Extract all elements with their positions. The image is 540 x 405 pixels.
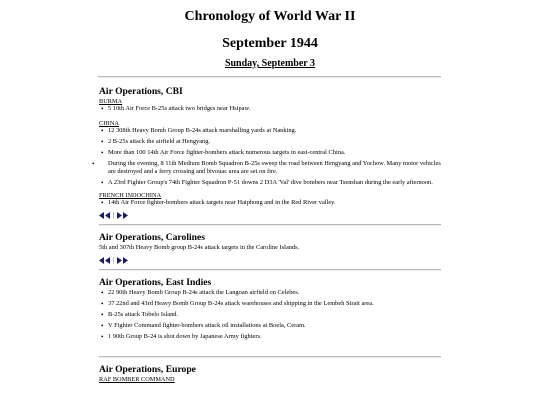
list-item: • A 23rd Fighter Group's 74th Fighter Squadron P-51 downs 2 D3A 'Val' dive bombers near Tsenshan during the early afternoon.	[108, 179, 441, 187]
section-east-indies	[99, 277, 441, 341]
section-title: Air Operations, CBI	[99, 86, 183, 97]
list-item: • 2 B-25s attack the airfield at Hengyang.	[108, 138, 441, 146]
next-arrow-icon[interactable]	[116, 211, 128, 219]
section-title: Air Operations, Carolines	[99, 232, 205, 243]
prev-arrow-icon[interactable]	[99, 211, 111, 219]
indochina-list	[99, 199, 441, 207]
subsection-french-indochina[interactable]: FRENCH INDOCHINA	[99, 192, 162, 199]
section-title: Air Operations, Europe	[99, 364, 196, 375]
page-month: September 1944	[222, 36, 318, 51]
section-carolines	[99, 232, 441, 265]
subsection-raf-bomber-command[interactable]: RAF BOMBER COMMAND	[99, 376, 175, 383]
page-title: Chronology of World War II	[184, 9, 356, 24]
china-list	[99, 127, 441, 187]
nav-separator: |	[113, 211, 115, 219]
subsection-china[interactable]: CHINA	[99, 120, 119, 127]
section-text: 5th and 307th Heavy Bomb group B-24s attack targets in the Caroline Islands.	[99, 244, 300, 251]
list-item: • 5 10th Air Force B-25s attack two bridges near Hsipaw.	[108, 105, 441, 113]
burma-list	[99, 105, 441, 113]
list-item: • V Fighter Command fighter-bombers attack oil installations at Boela, Ceram.	[108, 322, 441, 330]
section-cbi	[99, 86, 441, 220]
top-divider	[98, 76, 441, 78]
prev-arrow-icon[interactable]	[99, 256, 111, 264]
list-item: • 37 22nd and 43rd Heavy Bomb Group B-24s attack warehouses and shipping in the Lembeh Strait area.	[108, 300, 441, 308]
list-item: • 14th Air Force fighter-bombers attack targets near Haiphong and in the Red River valley.	[108, 199, 441, 207]
nav-separator: |	[113, 256, 115, 264]
list-item: • 12 308th Heavy Bomb Group B-24s attack marshalling yards at Nanking.	[108, 127, 441, 135]
section-europe	[99, 364, 441, 383]
list-item: • More than 100 14th Air Force fighter-bombers attack numerous targets in east-central China.	[108, 149, 441, 157]
list-item: • 22 90th Heavy Bomb Group B-24s attack the Langoan airfield on Celebes.	[108, 289, 441, 297]
subsection-burma[interactable]: BURMA	[99, 98, 123, 105]
section-title: Air Operations, East Indies	[99, 277, 212, 288]
east-indies-list	[99, 289, 441, 341]
section-nav	[99, 210, 441, 220]
next-arrow-icon[interactable]	[116, 256, 128, 264]
list-item: • 1 90th Group B-24 is shot down by Japanese Army fighters.	[108, 333, 441, 341]
list-item: • During the evening, 8 11th Medium Bomb Squadron B-25s sweep the road between Hengyang and Yochow. Many motor vehicles are destroyed and a ferry crossing and bivouac area are set on fire.	[99, 160, 441, 176]
page-day: Sunday, September 3	[224, 58, 316, 69]
section-nav	[99, 255, 441, 265]
content	[99, 86, 441, 383]
list-item: • B-25s attack Tobelo Island.	[108, 311, 441, 319]
